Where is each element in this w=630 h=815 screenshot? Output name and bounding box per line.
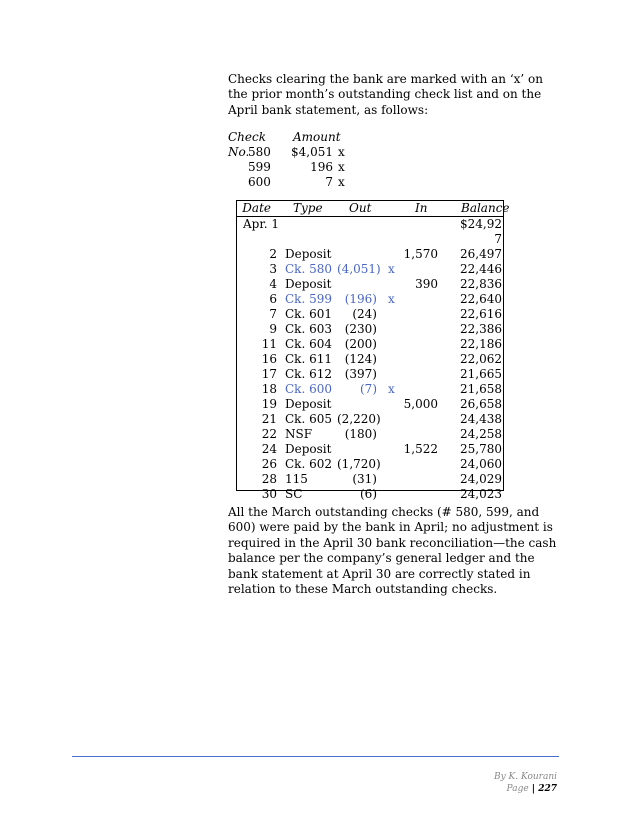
row-balance: 26,658 xyxy=(460,397,502,411)
statement-row xyxy=(237,457,503,472)
row-out: (31) xyxy=(352,472,377,486)
outstanding-check-list xyxy=(228,130,368,190)
row-date: 19 xyxy=(261,397,277,411)
check-row xyxy=(228,160,368,175)
statement-row xyxy=(237,442,503,457)
cleared-mark: x xyxy=(338,160,345,174)
row-date: 17 xyxy=(261,367,277,381)
row-type: Ck. 605 xyxy=(285,412,332,426)
row-type: Ck. 580 xyxy=(285,262,332,276)
statement-row xyxy=(237,337,503,352)
row-date: 21 xyxy=(261,412,277,426)
row-balance: 22,616 xyxy=(460,307,502,321)
intro-paragraph: Checks clearing the bank are marked with an ‘x’ on the prior month’s outstanding check list and on the April bank statement, as follows: xyxy=(228,72,543,117)
row-type: Ck. 603 xyxy=(285,322,332,336)
row-date: 4 xyxy=(269,277,277,291)
row-balance: 22,386 xyxy=(460,322,502,336)
opening-balance-line2: 7 xyxy=(494,232,502,246)
row-type: Deposit xyxy=(285,442,332,456)
row-balance: 24,438 xyxy=(460,412,502,426)
row-out: (200) xyxy=(344,337,377,351)
check-no: 599 xyxy=(248,160,271,174)
row-date: 2 xyxy=(269,247,277,261)
row-date: 3 xyxy=(269,262,277,276)
author-credit: By K. Kourani xyxy=(493,772,557,782)
row-date: 6 xyxy=(269,292,277,306)
closing-paragraph: All the March outstanding checks (# 580, 599, and 600) were paid by the bank in April; no adjustment is required in the April 30 bank reconciliation—the cash balance per the company’s general ledger and the bank statement at April 30 are correctly stated in relation to these March outstanding checks. xyxy=(228,505,557,597)
check-row xyxy=(228,175,368,190)
row-out: (2,220) xyxy=(337,412,381,426)
row-date: 26 xyxy=(261,457,277,471)
row-balance: 22,640 xyxy=(460,292,502,306)
row-date: 18 xyxy=(261,382,277,396)
row-balance: 22,446 xyxy=(460,262,502,276)
page-separator: | xyxy=(528,784,539,794)
row-type: Ck. 611 xyxy=(285,352,332,366)
opening-balance-row xyxy=(237,217,503,247)
row-cleared-mark: x xyxy=(388,382,395,396)
check-no: 580 xyxy=(248,145,271,159)
row-out: (230) xyxy=(344,322,377,336)
row-type: Ck. 612 xyxy=(285,367,332,381)
row-balance: 22,062 xyxy=(460,352,502,366)
check-no: 600 xyxy=(248,175,271,189)
row-type: Deposit xyxy=(285,397,332,411)
statement-row xyxy=(237,262,503,277)
statement-row xyxy=(237,382,503,397)
statement-row xyxy=(237,367,503,382)
page-number-line xyxy=(494,783,557,795)
row-out: (196) xyxy=(344,292,377,306)
row-type: NSF xyxy=(285,427,313,441)
out-header: Out xyxy=(349,201,372,215)
date-header: Date xyxy=(242,201,271,215)
statement-row xyxy=(237,412,503,427)
check-row xyxy=(228,145,368,160)
page-footer xyxy=(494,771,557,795)
cleared-mark: x xyxy=(338,145,345,159)
bank-statement-table xyxy=(236,200,510,501)
check-no-header: Check No. xyxy=(228,130,267,159)
row-type: Ck. 600 xyxy=(285,382,332,396)
check-amount: $4,051 xyxy=(291,145,333,159)
row-balance: 24,060 xyxy=(460,457,502,471)
row-in: 1,570 xyxy=(403,247,438,261)
row-out: (180) xyxy=(344,427,377,441)
statement-row xyxy=(237,487,503,502)
row-date: 28 xyxy=(261,472,277,486)
statement-rows xyxy=(237,247,503,502)
statement-row xyxy=(237,277,503,292)
statement-row xyxy=(237,397,503,412)
row-date: 11 xyxy=(261,337,277,351)
row-type: Deposit xyxy=(285,247,332,261)
cleared-mark: x xyxy=(338,175,345,189)
amount-header: Amount xyxy=(293,130,341,144)
check-amount: 7 xyxy=(325,175,333,189)
statement-row xyxy=(237,292,503,307)
row-type: Deposit xyxy=(285,277,332,291)
row-balance: 24,258 xyxy=(460,427,502,441)
row-balance: 21,665 xyxy=(460,367,502,381)
row-out: (24) xyxy=(352,307,377,321)
page-label: Page xyxy=(506,784,529,794)
row-date: 24 xyxy=(261,442,277,456)
row-out: (124) xyxy=(344,352,377,366)
statement-row xyxy=(237,307,503,322)
row-balance: 22,186 xyxy=(460,337,502,351)
statement-row xyxy=(237,247,503,262)
row-date: 16 xyxy=(261,352,277,366)
row-type: Ck. 599 xyxy=(285,292,332,306)
statement-row xyxy=(237,352,503,367)
row-date: 30 xyxy=(261,487,277,501)
row-balance: 26,497 xyxy=(460,247,502,261)
footer-rule xyxy=(72,756,559,757)
in-header: In xyxy=(415,201,428,215)
row-balance: 24,029 xyxy=(460,472,502,486)
row-type: SC xyxy=(285,487,303,501)
row-balance: 25,780 xyxy=(460,442,502,456)
page-number: 227 xyxy=(538,784,557,794)
row-in: 390 xyxy=(415,277,438,291)
statement-row xyxy=(237,427,503,442)
row-out: (1,720) xyxy=(337,457,381,471)
row-out: (397) xyxy=(344,367,377,381)
row-balance: 22,836 xyxy=(460,277,502,291)
row-in: 5,000 xyxy=(403,397,438,411)
row-cleared-mark: x xyxy=(388,262,395,276)
row-balance: 21,658 xyxy=(460,382,502,396)
row-date: 9 xyxy=(269,322,277,336)
row-type: Ck. 602 xyxy=(285,457,332,471)
row-balance: 24,023 xyxy=(460,487,502,501)
row-in: 1,522 xyxy=(403,442,438,456)
check-amount: 196 xyxy=(310,160,333,174)
statement-header-row xyxy=(237,201,510,217)
opening-date: Apr. 1 xyxy=(243,217,280,231)
balance-header: Balance xyxy=(461,201,510,215)
row-out: (6) xyxy=(360,487,377,501)
row-type: Ck. 604 xyxy=(285,337,332,351)
statement-row xyxy=(237,472,503,487)
row-out: (7) xyxy=(360,382,377,396)
opening-balance-line1: $24,92 xyxy=(460,217,502,231)
type-header: Type xyxy=(293,201,323,215)
row-cleared-mark: x xyxy=(388,292,395,306)
row-date: 7 xyxy=(269,307,277,321)
row-date: 22 xyxy=(261,427,277,441)
row-out: (4,051) xyxy=(337,262,381,276)
row-type: Ck. 601 xyxy=(285,307,332,321)
statement-row xyxy=(237,322,503,337)
row-type: 115 xyxy=(285,472,308,486)
